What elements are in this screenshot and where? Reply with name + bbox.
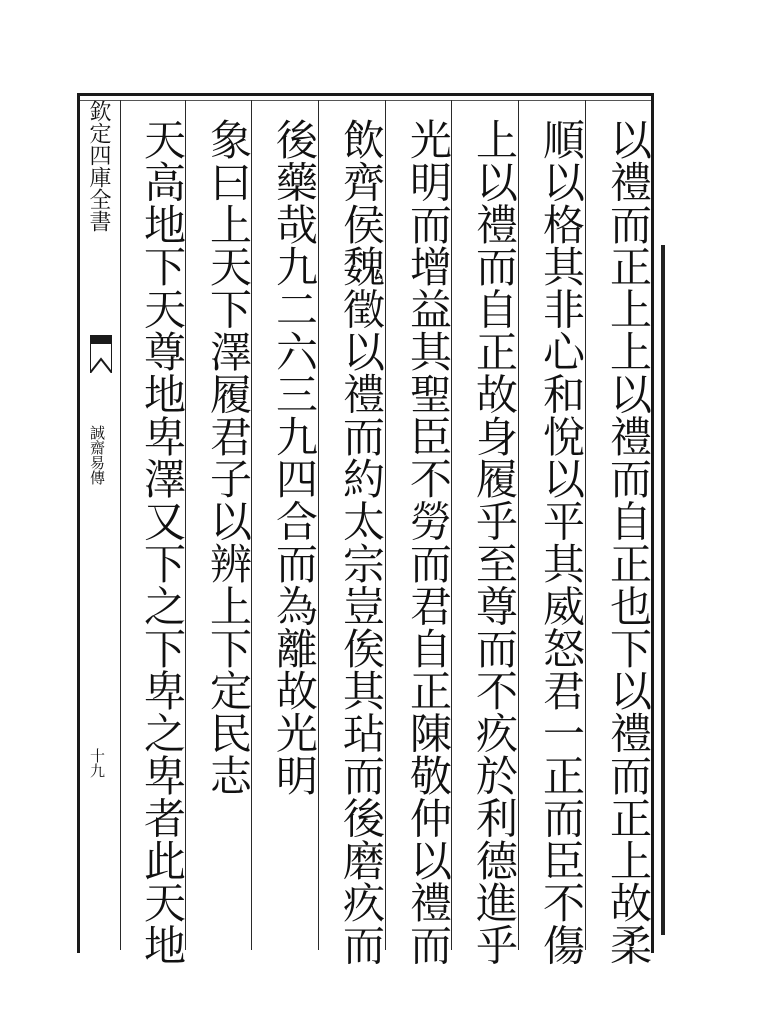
frame-top-border [78,93,654,96]
fish-tail-mark-icon [90,335,112,373]
text-column-4: 光明而增益其聖臣不勞而君自正陳敬仲以禮而 [404,118,453,966]
text-column-6: 後藥哉九二六三九四合而為離故光明 [270,118,319,797]
text-column-1: 以禮而正上上以禮而自正也下以禮而正上故柔 [604,118,653,966]
text-column-7: 象曰上天下澤履君子以辨上下定民志 [204,118,253,797]
page-edge-shadow [661,245,665,935]
text-column-8: 天高地下天尊地卑澤又下之下卑之卑者此天地 [138,118,187,966]
margin-page-number: 十九 [88,748,106,778]
text-column-5: 飲齊侯魏徵以禮而約太宗豈俟其玷而後磨疚而 [337,118,386,966]
text-column-2: 順以格其非心和悅以平其威怒君一正而臣不傷 [537,118,586,966]
text-column-3: 上以禮而自正故身履乎至尊而不疚於利德進乎 [470,118,519,966]
margin-work-title: 誠齋易傳 [88,425,106,485]
frame-left-border [77,93,80,953]
frame-top-inner-border [78,100,654,101]
margin-book-title: 欽定四庫全書 [86,100,111,232]
column-rule [120,100,121,950]
